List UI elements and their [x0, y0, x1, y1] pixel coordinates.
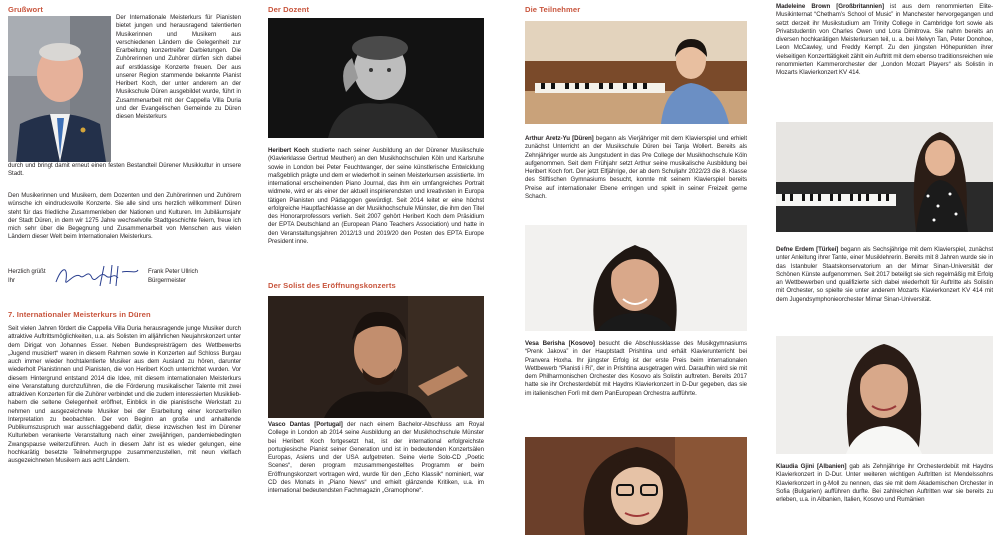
klaudia-name: Klaudia Gjini [Albanien]	[776, 463, 847, 470]
arthur-text: begann als Vierjähriger mit dem Klavierspiel und erhielt zunächst Unterricht an der Musikschule Düren bei Tanja Wollert. Bereits als Zehnjähriger wurde als Jungstudent in das Pre College der Musikhochschule Köln aufgenommen. Seit dem Frühjahr setzt Arthur seine musikalische Ausbildung bei Heribert Koch fort. Der jetzt Elfjährige, der ab dem Schuljahr 2022/23 die 8. Klasse des Stiftischen Gymnasiums besucht, konnte mit seinem Klavierspiel bereits Preise auf internationaler Ebene erringen und spielt in seiner Freizeit gerne Schach.	[525, 135, 747, 200]
signature	[52, 262, 142, 290]
participants-heading: Die Teilnehmer	[525, 5, 581, 14]
teacher-heading: Der Dozent	[268, 5, 310, 14]
greeting-ihr: Ihr	[8, 277, 16, 284]
soloist-bio	[268, 421, 484, 495]
soloist-name: Vasco Dantas [Portugal]	[268, 421, 343, 428]
defne-text: begann als Sechsjährige mit dem Klavierspiel, zunächst unter Anleitung ihrer Tante, einer Musiklehrerin. Bereits mit 8 Jahren wurde sie in das Istanbuler Staatskonservatorium an der Mimar Sinan-Universität der Schönen Künste aufgenommen. Seit 2017 beteiligt sie sich regelmäßig mit Erfolg an Wettbewerben und qualifizierte sich dabei wiederholt für Auftritte als Solistin mit Orchester, so spielte sie unter anderem Mozarts Klavierkonzert KV 414 mit dem Jugendsymphonieorchester Mimar Sinan-Universität.	[776, 246, 993, 303]
klaudia-photo	[776, 336, 993, 454]
soloist-text: der nach einem Bachelor-Abschluss am Royal College in London ab 2014 seine Ausbildung an der Musikhochschule Münster bei Heribert Koch fortgesetzt hat, ist der international erfolgreichste portugiesische Pianist seiner Generation und ist in bedeutenden Konzertsälen Europas, Asiens und der USA aufgetreten. Seine vierte Solo-CD „Poetic Scenes“, deren program mzusammengestelltes Programm er beim Eröffnungskonzert vortragen wird, wurde für den „Echo Klassik“ nominiert, war CD des Monats in „Piano News“ und erhielt glänzende Kritiken, u.a. im international bedeutendsten Fachmagazin „Gramophone“.	[268, 421, 484, 494]
greeting-line: Herzlich grüßt	[8, 268, 46, 275]
madeleine-photo	[525, 437, 747, 535]
vesa-name: Vesa Berisha [Kosovo]	[525, 340, 595, 347]
defne-bio	[776, 246, 993, 304]
teacher-text: studierte nach seiner Ausbildung an der Dürener Musikschule (Klavierklasse Gertrud Meuthen) an den Musikhochschulen Köln und Karlsruhe sowie in London bei Peter Feuchtwanger, der seine künstlerische Entwicklung maßgeblich prägte und dem er wiederholt in seinen Meisterkursen assistierte. Im international erscheinenden Piano Journal, das ihm ein umfangreiches Portrait widmete, wird er als einer der aktuell inspirierendsten und kreativsten in Europa tätigen Pianisten und Pädagogen gewürdigt. Seit 2014 leitet er eine höchst erfolgreiche Hauptfachklasse an der Musikhochschule Münster, die ihm den Titel des Honorarprofessors verlieh. Seit 2007 gehört Heribert Koch dem Präsidium der EPTA Deutschland an (European Piano Teachers Association) und hatte in den Veranstaltungsjahren 2012/13 und 2019/20 den Posten des EPTA Europe President inne.	[268, 147, 484, 245]
arthur-name: Arthur Aretz-Yu [Düren]	[525, 135, 594, 142]
column-greeting	[8, 0, 241, 535]
vesa-bio	[525, 340, 747, 398]
soloist-heading: Der Solist des Eröffnungskonzerts	[268, 281, 396, 290]
defne-name: Defne Erdem [Türkei]	[776, 246, 839, 253]
vesa-photo	[525, 225, 747, 331]
column-teacher	[268, 0, 484, 535]
teacher-name: Heribert Koch	[268, 147, 310, 154]
greeting-heading: Grußwort	[8, 5, 43, 14]
column-participants	[525, 0, 747, 535]
arthur-photo	[525, 21, 747, 124]
teacher-bio	[268, 147, 484, 246]
vesa-text: besucht die Abschlussklasse des Musikgymnasiums “Prenk Jakova” in der Hauptstadt Prishtina und erhält Klavierunterricht bei Pranvera Hoxha. Ihr jüngster Erfolg ist der erste Preis beim internationalen Wettbewerb “Pianisti i Ri”, der in Prishtina ausgetragen wird. Daraufhin wird sie mit dem Philharmonischen Orchester des Kosovo als Solistin auftreten. Bereits 2017 hatte sie ihr Orchesterdebüt mit Haydns Klavierkonzert in D-Dur gegeben, das sie im italienischen Forlì mit dem PanEuropean Orchestra aufführte.	[525, 340, 747, 397]
klaudia-bio	[776, 463, 993, 504]
teacher-photo	[268, 18, 484, 138]
madeleine-name: Madeleine Brown [Großbritannien]	[776, 3, 884, 10]
klaudia-text: gab als Zehnjährige ihr Orchesterdebüt mit Haydns Klavierkonzert in D-Dur. Unter weiteren wichtigen Auftritten ist Mendelssohns Klavierkonzert in g-Moll zu nennen, das sie mit dem Akademischen Orchester in Sofia (Bulgarien) aufführen durfte. Bei zahlreichen Auftritten war sie bereits zu erleben, u.a. in Albanien, Italien, Kosovo und Rumänien	[776, 463, 993, 503]
welcome-text-second: Den Musikerinnen und Musikern, dem Dozenten und den Zuhörerinnen und Zuhörern wünsche ich eindrucksvolle Konzerte. Sie alle sind uns herzlich willkommen! Düren steht für das friedliche Zusammenleben der Nationen und Kulturen. Im Jubiläumsjahr der Stadt Düren, in dem wir 1275 Jahre wechselvolle Stadtgeschichte feiern, freue ich mich sehr über die Begegnung und Zusammenarbeit von Menschen aus vielen Ländern dieser Welt beim Internationalen Meisterkurs.	[8, 192, 241, 241]
signer-title: Bürgermeister	[148, 277, 186, 284]
history-text: Seit vielen Jahren fördert die Cappella Villa Duria herausragende junge Musiker durch attraktive Auftrittsmöglichkeiten, u.a. als Solisten im alljährlichen Neujahrskonzert unter dem Dirigat von Johannes Esser. Neben Bundespreisträgern des Wettbewerbs „Jugend musiziert“ waren in diesem Rahmen sowie in Konzerten auf Schloss Burgau auch immer wieder hochtalentierte Musiker aus dem Ausland zu hören, darunter wiederholt Pianistinnen und Pianisten, die von Heribert Koch unterrichtet wurden. Vor diesem Hintergrund entstand 2014 die Idee, mit diesem internationalen Meisterkurs eine Veranstaltung durchzuführen, die die Förderung musikalischer Talente mit zwei attraktiven Konzerten für die Zuhörer verbindet und die zudem interessierten Musikliebhabern die seltene Gelegenheit eröffnet, Einblick in die pianistische Werkstatt zu nehmen und ausgezeichnete Musiker bei der Erarbeitung einer konzertreifen Interpretation zu beobachten. Der von Beginn an große und anhaltende Publikumszuspruch war ausschlaggebend dafür, diese inzwischen fest im Dürener Kulturleben verankerte Veranstaltung nach einer zweijährigen, pandemiebedingten Zwangspause weiterzuführen. Auch in diesem Jahr ist es wieder gelungen, eine hochkarätig besetzte Teilnehmergruppe zusammenzustellen, mit neun vielfach ausgezeichneten Musikern aus acht Ländern.	[8, 325, 241, 464]
welcome-text-narrow: Der Internationale Meisterkurs für Pianisten bietet jungen und herausragend talentierten Musikerinnen und Musikern aus verschiedenen Ländern die Gelegenheit zur Erarbeitung konzertreifer Darbietungen. Die Zuhörerinnen und Zuhörer dürfen sich dabei auf erstklassige Konzerte freuen. Der aus unserer Region stammende bekannte Pianist Heribert Koch, der unter anderem an der Musikschule Düren ausgebildet wurde, führt in Zusammenarbeit mit der Cappella Villa Duria und der Evangelischen Gemeinde zu Düren diesen Meisterkurs	[116, 14, 241, 120]
signer-name: Frank Peter Ullrich	[148, 268, 198, 275]
madeleine-bio	[776, 3, 993, 77]
soloist-photo	[268, 296, 484, 418]
column-participants-2	[776, 0, 993, 535]
arthur-bio	[525, 135, 747, 201]
masterclass-heading: 7. Internationaler Meisterkurs in Düren	[8, 310, 151, 319]
defne-photo	[776, 122, 993, 232]
madeleine-text: ist aus dem renommierten Elite-Musikinternat “Chetham’s School of Music” in Manchester hervorgegangen und setzt derzeit ihr Musikstudium am Trinity College in Cambridge fort sowie als Privatstudentin von Charles Owen und Lora Dimitrova. Sie nahm bereits an diversen hochkarätigen Meisterkursen teil, u. a. bei Melvyn Tan, Peter Donohoe, Leon McCawley, und Freddy Kempf. Zu den jüngsten Höhepunkten ihrer vielseitigen Konzerttätigkeit zählt ein Auftritt mit dem ebenso traditionsreichen wie renommierten Kammerorchester der „London Mozart Players“ als Solistin in Mozarts Klavierkonzert KV 414.	[776, 3, 993, 76]
mayor-photo	[8, 16, 111, 162]
welcome-text-continued: durch und bringt damit erneut einen festen Bestandteil Dürener Musikkultur in unsere Stadt.	[8, 162, 241, 178]
